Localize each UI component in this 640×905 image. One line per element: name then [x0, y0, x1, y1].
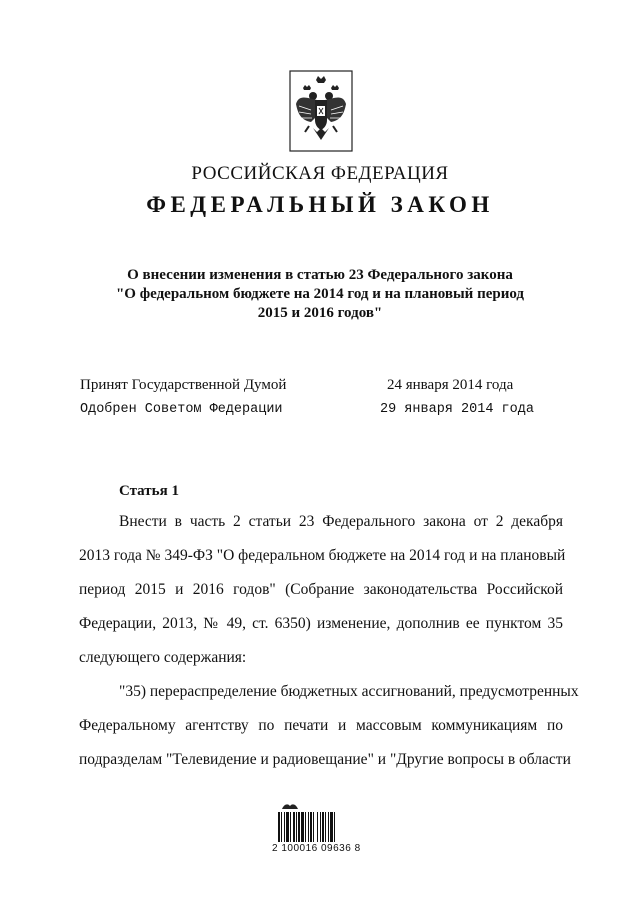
barcode-bar — [335, 812, 337, 842]
article-text-line: 2013 года № 349-ФЗ "О федеральном бюджете на 2014 год и на плановый — [79, 547, 566, 564]
article-text-line: Федеральному агентству по печати и массовым коммуникациям по — [79, 717, 563, 734]
article-heading: Статья 1 — [119, 483, 179, 499]
coat-of-arms-emblem — [289, 70, 353, 152]
article-text-line: следующего содержания: — [79, 649, 247, 666]
article-text-line: подразделам "Телевидение и радиовещание" и "Другие вопросы в области — [79, 751, 571, 768]
article-text-line: "35) перераспределение бюджетных ассигнований, предусмотренных — [119, 683, 579, 700]
country-heading: РОССИЙСКАЯ ФЕДЕРАЦИЯ — [191, 163, 449, 184]
barcode-number: 2 100016 09636 8 — [272, 843, 361, 854]
law-title — [60, 266, 580, 323]
article-text-line: Федерации, 2013, № 49, ст. 6350) изменение, дополнив ее пунктом 35 — [79, 615, 563, 632]
document-type-heading: ФЕДЕРАЛЬНЫЙ ЗАКОН — [146, 192, 494, 217]
duma-label: Принят Государственной Думой — [80, 377, 287, 393]
small-emblem-icon — [280, 801, 300, 811]
law-title-line: 2015 и 2016 годов" — [257, 305, 383, 321]
duma-date: 24 января 2014 года — [387, 377, 514, 393]
law-title-line: О внесении изменения в статью 23 Федерального закона — [127, 267, 513, 283]
article-text-line: Внести в часть 2 статьи 23 Федерального закона от 2 декабря — [119, 513, 563, 530]
council-date: 29 января 2014 года — [380, 402, 534, 417]
council-label: Одобрен Советом Федерации — [80, 402, 283, 417]
barcode — [278, 812, 358, 842]
article-text-line: период 2015 и 2016 годов" (Собрание законодательства Российской — [79, 581, 563, 598]
law-title-line: "О федеральном бюджете на 2014 год и на плановый период — [115, 286, 525, 302]
